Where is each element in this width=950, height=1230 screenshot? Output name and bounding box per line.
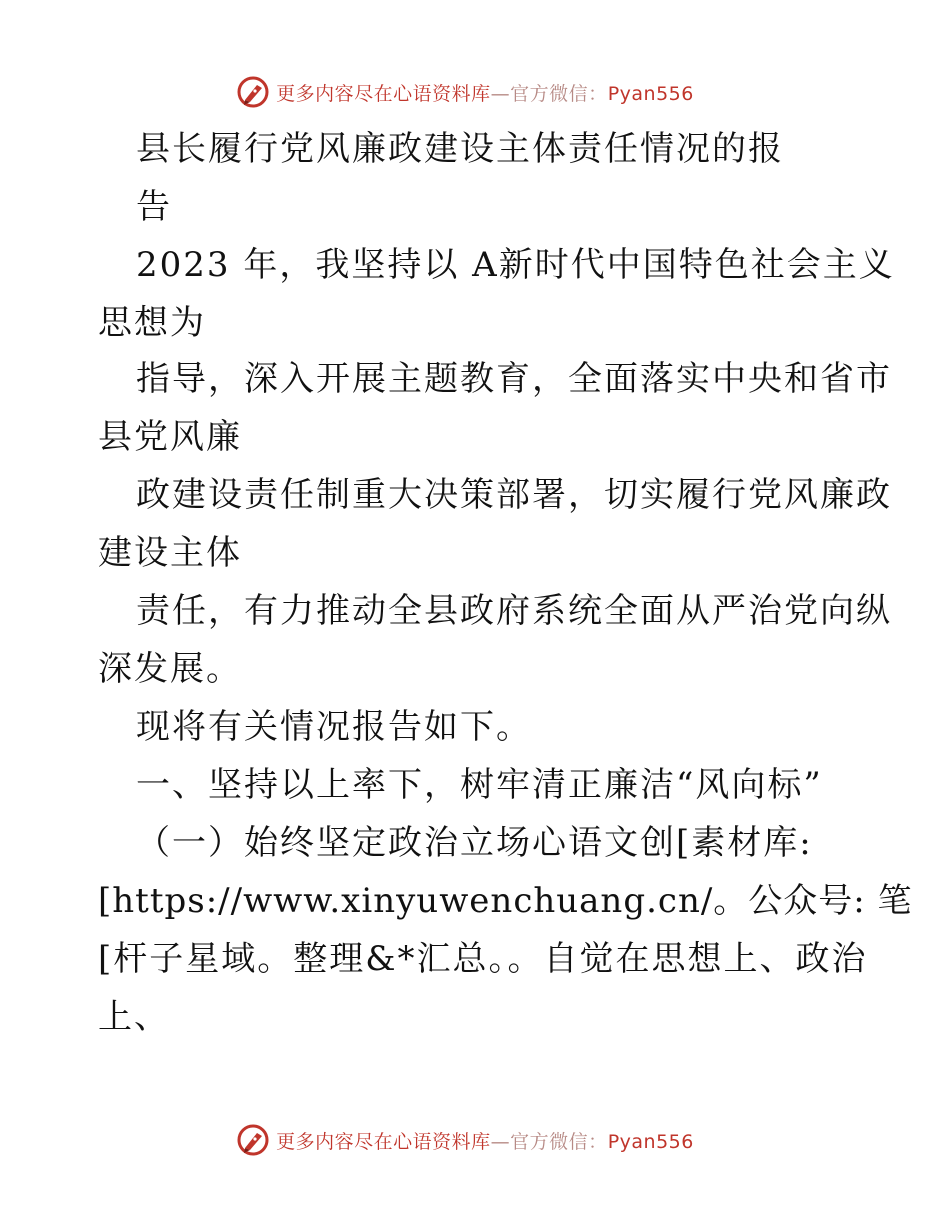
- paragraph-line: 思想为: [98, 303, 206, 343]
- wechat-label: —官方微信：: [490, 1130, 608, 1153]
- paragraph-line: 深发展。: [98, 649, 242, 689]
- paragraph-line: [杆子星域。整理&*汇总。。自觉在思想上、政治: [98, 939, 868, 979]
- paragraph-line: 2023 年，我坚持以 A新时代中国特色社会主义: [136, 245, 895, 285]
- section-heading: 一、坚持以上率下，树牢清正廉洁“风向标”: [136, 765, 823, 805]
- brand-text: 更多内容尽在心语资料库: [276, 82, 491, 105]
- wechat-id: Pyan556: [607, 1130, 694, 1153]
- title-line-2: 告: [136, 187, 172, 227]
- footer-watermark-banner: [0, 1120, 950, 1160]
- paragraph-line: 县党风廉: [98, 417, 242, 457]
- wechat-label: —官方微信：: [490, 82, 608, 105]
- paragraph-line: 上、: [98, 997, 170, 1037]
- header-banner-inner: [236, 75, 694, 109]
- subsection-heading: （一）始终坚定政治立场心语文创[素材库:: [136, 823, 813, 863]
- paragraph-line: 责任，有力推动全县政府系统全面从严治党向纵: [136, 591, 892, 631]
- paragraph-line: 现将有关情况报告如下。: [136, 707, 532, 747]
- header-banner-text: [276, 79, 694, 106]
- paragraph-line: [https://www.xinyuwenchuang.cn/。公众号: 笔: [98, 881, 913, 921]
- footer-banner-inner: [236, 1123, 694, 1157]
- paragraph-line: 建设主体: [98, 533, 242, 573]
- header-watermark-banner: [0, 72, 950, 112]
- pen-nib-circle-logo-icon: [236, 1123, 270, 1157]
- paragraph-line: 指导，深入开展主题教育，全面落实中央和省市: [136, 359, 892, 399]
- title-line-1: 县长履行党风廉政建设主体责任情况的报: [136, 129, 784, 169]
- footer-banner-text: [276, 1127, 694, 1154]
- paragraph-line: 政建设责任制重大决策部署，切实履行党风廉政: [136, 475, 892, 515]
- brand-text: 更多内容尽在心语资料库: [276, 1130, 491, 1153]
- wechat-id: Pyan556: [607, 82, 694, 105]
- pen-nib-circle-logo-icon: [236, 75, 270, 109]
